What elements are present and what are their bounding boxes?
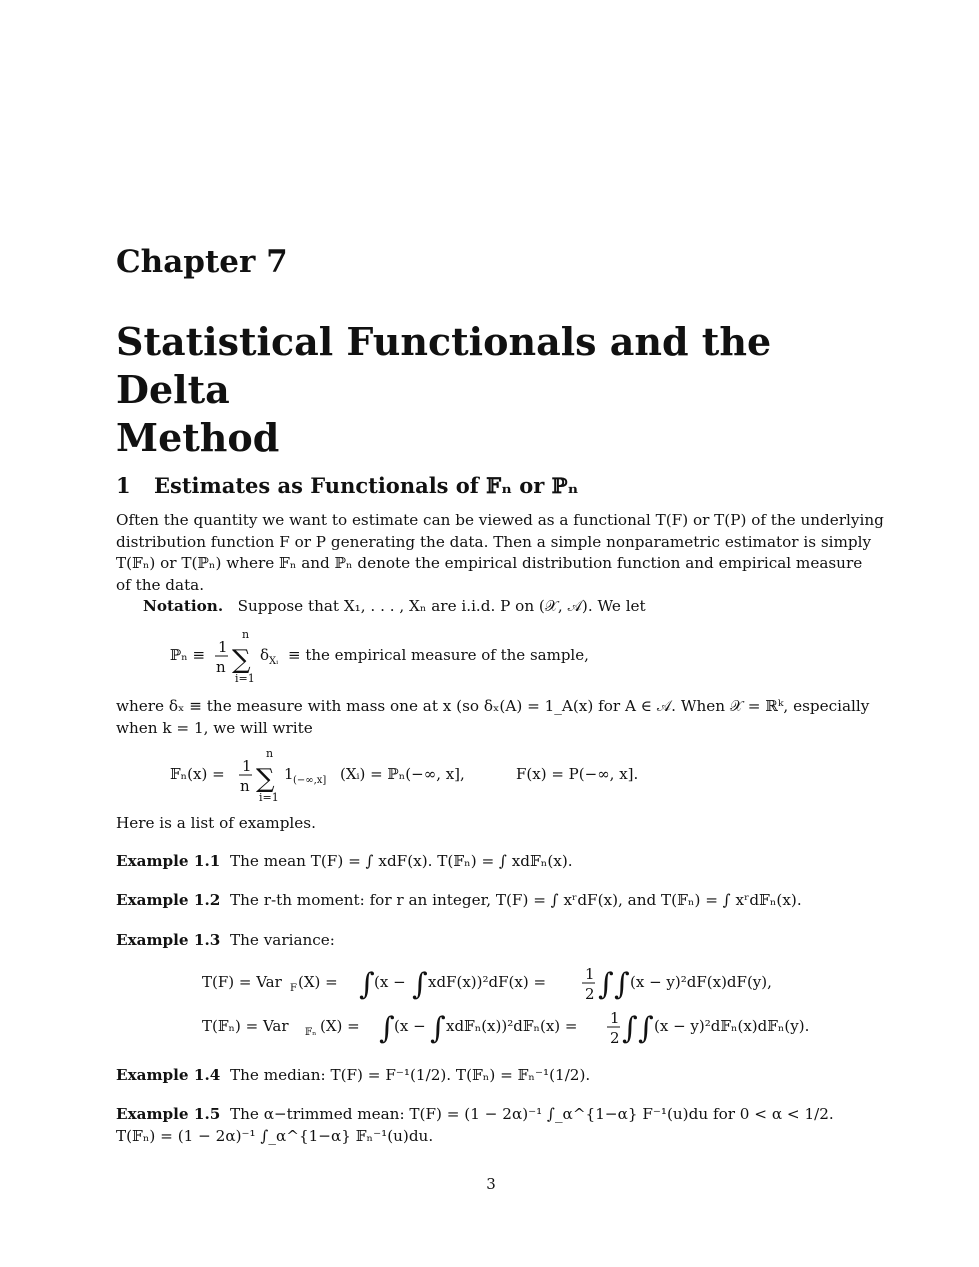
integral-sign: ∫ <box>379 1011 395 1046</box>
var-row2-e: (x − y)²d𝔽ₙ(x)d𝔽ₙ(y). <box>654 1017 810 1035</box>
eq2-indicator-sub: (−∞,x] <box>293 775 327 786</box>
var-row1-sub: F <box>290 983 297 994</box>
var-row2-b: (X) = <box>320 1017 360 1035</box>
example-1-1 <box>116 851 866 873</box>
intro-line: T(𝔽ₙ) or T(ℙₙ) where 𝔽ₙ and ℙₙ denote the empirical distribution function and empirical measure <box>116 554 863 572</box>
eq1-sum-bot: i=1 <box>235 672 255 685</box>
example-label: Example 1.1 <box>116 852 221 870</box>
summation-sign: ∑ <box>256 764 275 794</box>
eq2-indicator: 1 <box>284 765 294 783</box>
eq1-num: 1 <box>218 638 228 656</box>
example-label: Example 1.5 <box>116 1105 221 1123</box>
notation-text: Suppose that X₁, . . . , Xₙ are i.i.d. P on (𝒳, 𝒜). We let <box>237 597 646 615</box>
integral-sign: ∫ <box>598 967 614 1002</box>
equation-empirical-measure <box>170 628 730 688</box>
summation-sign: ∑ <box>232 645 251 675</box>
example-text-line-2: T(𝔽ₙ) = (1 − 2α)⁻¹ ∫_α^{1−α} 𝔽ₙ⁻¹(u)du. <box>116 1126 434 1145</box>
intro-line: Often the quantity we want to estimate can be viewed as a functional T(F) or T(P) of the underlying <box>116 511 884 529</box>
chapter-title <box>116 318 876 462</box>
chapter-label: Chapter 7 <box>116 244 288 280</box>
var-row1-d: xdF(x))²dF(x) = <box>428 973 547 991</box>
where-paragraph <box>116 696 870 739</box>
equation-variance <box>202 958 882 1068</box>
var-row1-e: (x − y)²dF(x)dF(y), <box>630 973 772 991</box>
example-1-3 <box>116 930 866 952</box>
eq1-lhs: ℙₙ ≡ <box>170 646 206 664</box>
eq2-lhs: 𝔽ₙ(x) = <box>170 765 225 783</box>
example-1-4 <box>116 1065 866 1087</box>
example-text: The variance: <box>229 931 335 949</box>
example-1-2 <box>116 890 866 912</box>
section-heading <box>116 473 578 498</box>
where-line: when k = 1, we will write <box>116 718 313 737</box>
section-title: Estimates as Functionals of 𝔽ₙ or ℙₙ <box>154 473 579 498</box>
chapter-title-line-1: Statistical Functionals and the Delta <box>116 319 772 412</box>
example-text: The median: T(F) = F⁻¹(1/2). T(𝔽ₙ) = 𝔽ₙ⁻¹(1/2). <box>229 1066 591 1084</box>
eq1-sum-top: n <box>242 628 250 641</box>
notation-paragraph <box>143 596 893 618</box>
list-intro: Here is a list of examples. <box>116 814 316 832</box>
integral-sign: ∫ <box>430 1011 446 1046</box>
example-label: Example 1.4 <box>116 1066 221 1084</box>
integral-sign: ∫ <box>622 1011 638 1046</box>
intro-paragraph <box>116 510 884 596</box>
var-row2-sub: 𝔽ₙ <box>305 1027 317 1038</box>
integral-sign: ∫ <box>614 967 630 1002</box>
example-label: Example 1.3 <box>116 931 221 949</box>
integral-sign: ∫ <box>359 967 375 1002</box>
eq1-den: n <box>216 658 226 676</box>
var-half-den: 2 <box>585 985 595 1003</box>
eq2-den: n <box>240 777 250 795</box>
var-row2-c: (x − <box>394 1017 426 1035</box>
example-text: The r-th moment: for r an integer, T(F) = ∫ xʳdF(x), and T(𝔽ₙ) = ∫ xʳd𝔽ₙ(x). <box>229 891 802 909</box>
var-half-den: 2 <box>610 1029 620 1047</box>
var-half-num: 1 <box>610 1009 620 1027</box>
example-text: The α−trimmed mean: T(F) = (1 − 2α)⁻¹ ∫_α^{1−α} F⁻¹(u)du for 0 < α < 1/2. <box>229 1105 834 1123</box>
integral-sign: ∫ <box>638 1011 654 1046</box>
var-row1-b: (X) = <box>298 973 338 991</box>
eq1-term-sub: Xᵢ <box>269 656 279 667</box>
example-text: The mean T(F) = ∫ xdF(x). T(𝔽ₙ) = ∫ xd𝔽ₙ(x). <box>229 852 573 870</box>
integral-sign: ∫ <box>412 967 428 1002</box>
page-number: 3 <box>486 1175 496 1193</box>
var-row2-a: T(𝔽ₙ) = Var <box>202 1017 289 1035</box>
var-row1-c: (x − <box>374 973 406 991</box>
eq2-num: 1 <box>242 757 252 775</box>
eq2-rest: (Xᵢ) = ℙₙ(−∞, x], <box>340 765 465 783</box>
section-number: 1 <box>116 473 131 498</box>
var-row2-d: xd𝔽ₙ(x))²d𝔽ₙ(x) = <box>446 1017 578 1035</box>
var-half-num: 1 <box>585 965 595 983</box>
eq1-rest: ≡ the empirical measure of the sample, <box>288 646 589 664</box>
var-row1-a: T(F) = Var <box>202 973 282 991</box>
intro-line: of the data. <box>116 575 205 594</box>
eq2-sum-bot: i=1 <box>259 791 279 804</box>
example-1-5 <box>116 1104 866 1147</box>
eq2-second: F(x) = P(−∞, x]. <box>516 765 639 783</box>
chapter-title-line-2: Method <box>116 415 280 460</box>
eq1-term: δ <box>260 646 270 664</box>
where-line: where δₓ ≡ the measure with mass one at x (so δₓ(A) = 1_A(x) for A ∈ 𝒜. When 𝒳 = ℝᵏ, especially <box>116 697 870 715</box>
intro-line: distribution function F or P generating the data. Then a simple nonparametric estimator is simply <box>116 532 872 551</box>
example-label: Example 1.2 <box>116 891 221 909</box>
eq2-sum-top: n <box>266 747 274 760</box>
notation-label: Notation. <box>143 597 224 615</box>
equation-empirical-df <box>170 747 790 807</box>
